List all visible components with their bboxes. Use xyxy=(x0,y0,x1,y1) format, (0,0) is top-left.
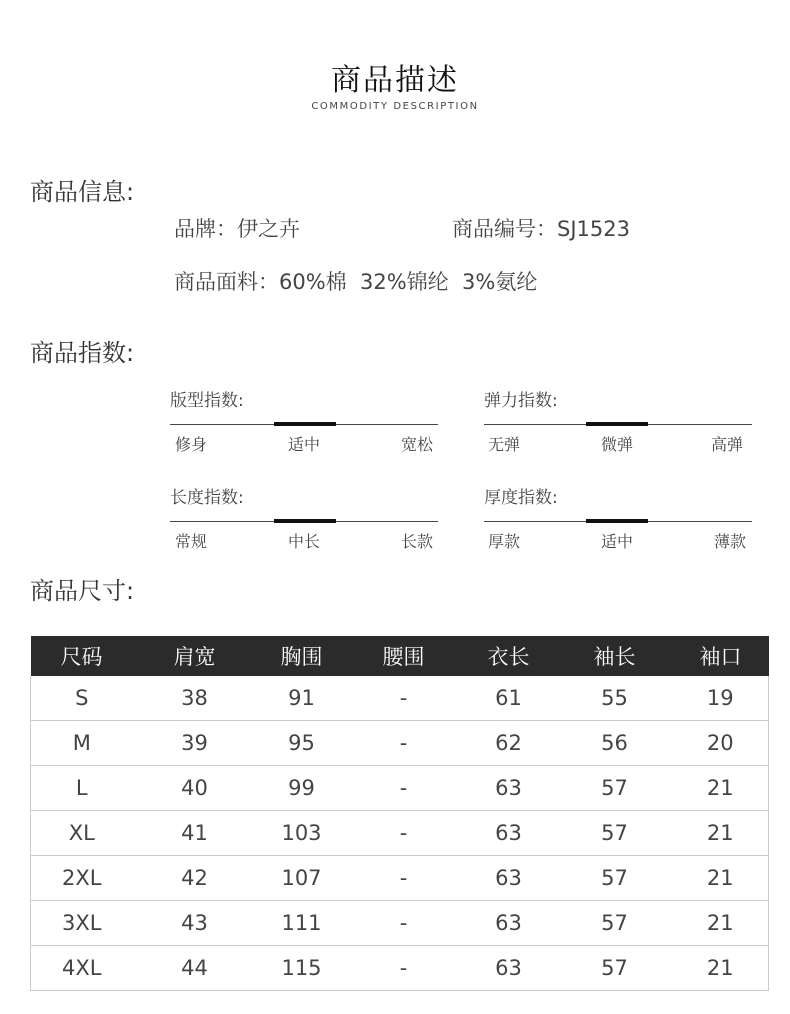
table-cell: 103 xyxy=(257,811,347,856)
table-cell: 55 xyxy=(557,676,673,721)
table-cell: 56 xyxy=(557,721,673,766)
table-cell: 91 xyxy=(257,676,347,721)
info-heading: 商品信息: xyxy=(30,178,135,206)
table-cell: - xyxy=(347,676,461,721)
table-cell: 39 xyxy=(133,721,257,766)
fit-option-1: 修身 xyxy=(175,435,208,454)
table-cell: 63 xyxy=(461,856,557,901)
table-cell: 115 xyxy=(257,946,347,991)
table-cell: 38 xyxy=(133,676,257,721)
length-index-label: 长度指数: xyxy=(170,488,244,508)
size-table xyxy=(30,636,769,991)
table-cell: 62 xyxy=(461,721,557,766)
table-cell: 3XL xyxy=(31,901,133,946)
length-option-2: 中长 xyxy=(288,532,321,551)
table-row xyxy=(31,901,769,946)
table-cell: 44 xyxy=(133,946,257,991)
table-cell: 21 xyxy=(673,901,769,946)
column-header-length: 衣长 xyxy=(461,636,557,676)
thickness-option-2: 适中 xyxy=(601,532,634,551)
length-option-1: 常规 xyxy=(175,532,208,551)
page-title: 商品描述 xyxy=(331,63,459,98)
page-subtitle: COMMODITY DESCRIPTION xyxy=(311,101,479,112)
column-header-cuff: 袖口 xyxy=(673,636,769,676)
fabric-text: 商品面料：60%棉 32%锦纶 3%氨纶 xyxy=(174,270,538,294)
table-cell: 63 xyxy=(461,766,557,811)
table-cell: 4XL xyxy=(31,946,133,991)
elasticity-index-label: 弹力指数: xyxy=(484,391,558,411)
fit-index-label: 版型指数: xyxy=(170,391,244,411)
table-cell: - xyxy=(347,766,461,811)
fit-index-marker xyxy=(274,422,336,426)
thickness-index-label: 厚度指数: xyxy=(484,488,558,508)
table-cell: 19 xyxy=(673,676,769,721)
thickness-option-3: 薄款 xyxy=(714,532,747,551)
column-header-chest: 胸围 xyxy=(257,636,347,676)
length-index-marker xyxy=(274,519,336,523)
table-cell: - xyxy=(347,946,461,991)
table-cell: 42 xyxy=(133,856,257,901)
table-row xyxy=(31,811,769,856)
table-cell: 41 xyxy=(133,811,257,856)
table-cell: 57 xyxy=(557,811,673,856)
column-header-waist: 腰围 xyxy=(347,636,461,676)
table-cell: 40 xyxy=(133,766,257,811)
table-cell: - xyxy=(347,811,461,856)
thickness-index-marker xyxy=(586,519,648,523)
table-row xyxy=(31,676,769,721)
table-cell: 99 xyxy=(257,766,347,811)
table-row xyxy=(31,856,769,901)
table-cell: - xyxy=(347,721,461,766)
table-cell: 2XL xyxy=(31,856,133,901)
item-number-text: 商品编号：SJ1523 xyxy=(452,217,630,241)
table-cell: 21 xyxy=(673,811,769,856)
table-cell: 111 xyxy=(257,901,347,946)
table-cell: M xyxy=(31,721,133,766)
table-cell: 20 xyxy=(673,721,769,766)
table-cell: L xyxy=(31,766,133,811)
size-table-header-row xyxy=(31,636,769,676)
column-header-sleeve: 袖长 xyxy=(557,636,673,676)
elasticity-option-2: 微弹 xyxy=(601,435,634,454)
table-row xyxy=(31,766,769,811)
length-option-3: 长款 xyxy=(401,532,434,551)
table-cell: 21 xyxy=(673,946,769,991)
table-row xyxy=(31,946,769,991)
table-cell: 21 xyxy=(673,766,769,811)
thickness-option-1: 厚款 xyxy=(488,532,521,551)
table-cell: 63 xyxy=(461,946,557,991)
table-cell: 107 xyxy=(257,856,347,901)
table-cell: 57 xyxy=(557,946,673,991)
table-cell: 63 xyxy=(461,811,557,856)
table-cell: 57 xyxy=(557,856,673,901)
sizes-heading: 商品尺寸: xyxy=(30,577,135,605)
elasticity-option-1: 无弹 xyxy=(488,435,521,454)
elasticity-index-marker xyxy=(586,422,648,426)
indices-heading: 商品指数: xyxy=(30,339,135,367)
fit-option-3: 宽松 xyxy=(401,435,434,454)
fit-option-2: 适中 xyxy=(288,435,321,454)
table-cell: S xyxy=(31,676,133,721)
table-cell: 57 xyxy=(557,766,673,811)
brand-text: 品牌：伊之卉 xyxy=(174,217,300,241)
table-cell: XL xyxy=(31,811,133,856)
table-cell: - xyxy=(347,901,461,946)
table-cell: 95 xyxy=(257,721,347,766)
column-header-shoulder: 肩宽 xyxy=(133,636,257,676)
table-cell: 21 xyxy=(673,856,769,901)
table-cell: 63 xyxy=(461,901,557,946)
table-cell: - xyxy=(347,856,461,901)
table-cell: 43 xyxy=(133,901,257,946)
column-header-size: 尺码 xyxy=(31,636,133,676)
elasticity-option-3: 高弹 xyxy=(711,435,744,454)
table-cell: 57 xyxy=(557,901,673,946)
table-cell: 61 xyxy=(461,676,557,721)
table-row xyxy=(31,721,769,766)
